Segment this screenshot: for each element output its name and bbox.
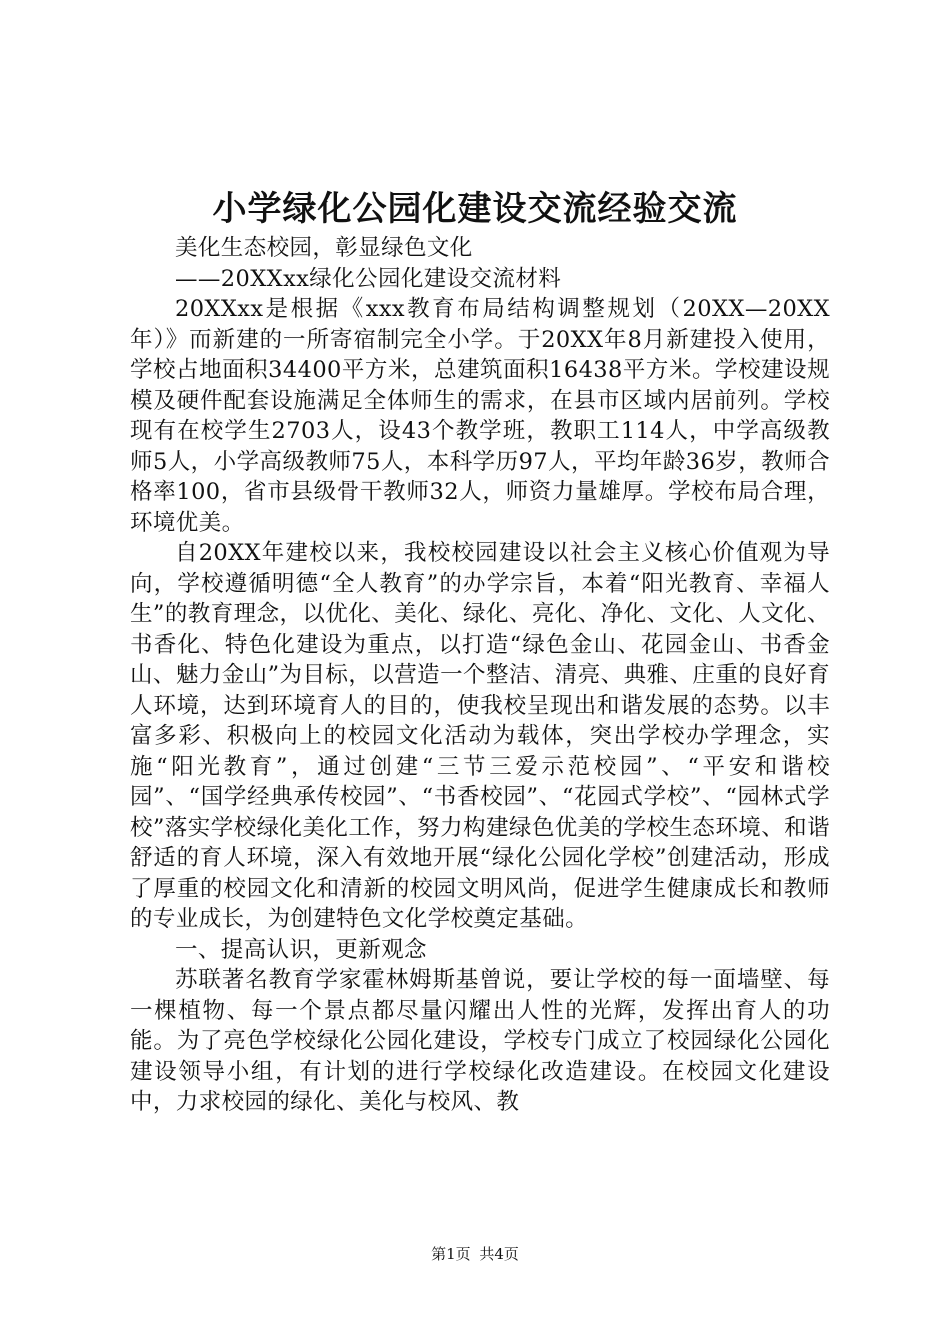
paragraph-section-1: 苏联著名教育学家霍林姆斯基曾说，要让学校的每一面墙壁、每一棵植物、每一个景点都尽量闪耀出人性的光辉，发挥出育人的功能。为了亮色学校绿化公园化建设，学校专门成立了校园绿化公园化建设领导小组，有计划的进行学校绿化改造建设。在校园文化建设中，力求校园的绿化、美化与校风、教: [130, 967, 830, 1115]
page-number: 第1页: [431, 1245, 471, 1263]
document-title: 小学绿化公园化建设交流经验交流: [212, 189, 738, 229]
document-body: [130, 233, 830, 1118]
page-total: 共4页: [479, 1245, 519, 1263]
subtitle-line: 美化生态校园，彰显绿色文化: [175, 235, 473, 261]
section-heading-1: 一、提高认识，更新观念: [175, 936, 427, 963]
page-footer: [0, 1244, 950, 1264]
subtitle-source-line: ——20XXxx绿化公园化建设交流材料: [175, 265, 562, 292]
paragraph-school-intro: 20XXxx是根据《xxx教育布局结构调整规划（20XX—20XX年）》而新建的一所寄宿制完全小学。于20XX年8月新建投入使用，学校占地面积34400平方米，总建筑面积16438平方米。学校建设规模及硬件配套设施满足全体师生的需求，在县市区域内居前列。学校现有在校学生2703人，设43个教学班，教职工114人，中学高级教师5人，小学高级教师75人，本科学历97人，平均年龄36岁，教师合格率100，省市县级骨干教师32人，师资力量雄厚。学校布局合理，环境优美。: [130, 296, 830, 536]
paragraph-construction-goals: 自20XX年建校以来，我校校园建设以社会主义核心价值观为导向，学校遵循明德“全人教育”的办学宗旨，本着“阳光教育、幸福人生”的教育理念，以优化、美化、绿化、亮化、净化、文化、人文化、书香化、特色化建设为重点，以打造“绿色金山、花园金山、书香金山、魅力金山”为目标，以营造一个整洁、清亮、典雅、庄重的良好育人环境，达到环境育人的目的，使我校呈现出和谐发展的态势。以丰富多彩、积极向上的校园文化活动为载体，突出学校办学理念，实施“阳光教育”，通过创建“三节三爱示范校园”、“平安和谐校园”、“国学经典承传校园”、“书香校园”、“花园式学校”、“园林式学校”落实学校绿化美化工作，努力构建绿色优美的学校生态环境、和谐舒适的育人环境，深入有效地开展“绿化公园化学校”创建活动，形成了厚重的校园文化和清新的校园文明风尚，促进学生健康成长和教师的专业成长，为创建特色文化学校奠定基础。: [130, 540, 830, 932]
